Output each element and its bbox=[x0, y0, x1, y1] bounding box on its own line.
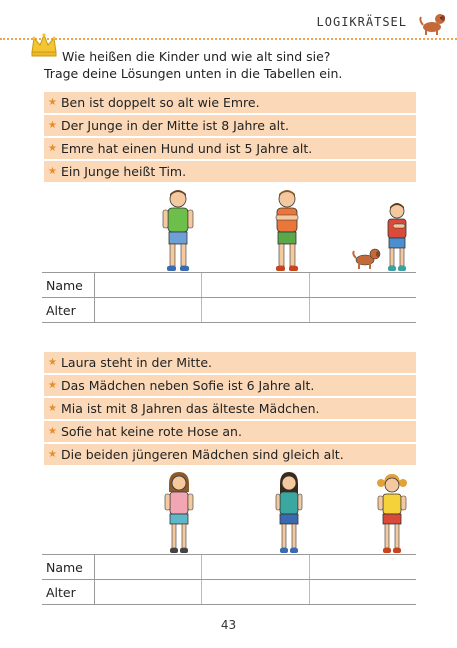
star-icon: ★ bbox=[48, 403, 57, 414]
header-divider bbox=[0, 38, 457, 40]
star-icon: ★ bbox=[48, 449, 57, 460]
clue-item bbox=[44, 375, 416, 396]
clue-text: Ben ist doppelt so alt wie Emre. bbox=[60, 95, 260, 110]
clue-item bbox=[44, 161, 416, 182]
clue-text: Das Mädchen neben Sofie ist 6 Jahre alt. bbox=[60, 378, 315, 393]
clue-text: Ein Junge heißt Tim. bbox=[60, 164, 187, 179]
name-cell[interactable] bbox=[95, 555, 202, 579]
clue-text: Laura steht in der Mitte. bbox=[60, 355, 213, 370]
answer-table-2 bbox=[42, 554, 416, 605]
table-row bbox=[42, 579, 416, 605]
instruction-task: Trage deine Lösungen unten in die Tabellen ein. bbox=[44, 66, 343, 81]
age-cell[interactable] bbox=[310, 580, 416, 604]
row-label-name: Name bbox=[42, 273, 95, 297]
clue-item bbox=[44, 115, 416, 136]
clue-item bbox=[44, 444, 416, 465]
clue-item bbox=[44, 398, 416, 419]
clue-text: Die beiden jüngeren Mädchen sind gleich alt. bbox=[60, 447, 344, 462]
star-icon: ★ bbox=[48, 166, 57, 177]
page-number: 43 bbox=[220, 618, 237, 632]
age-cell[interactable] bbox=[310, 298, 416, 322]
table-row bbox=[42, 554, 416, 579]
answer-table-1 bbox=[42, 272, 416, 323]
boy-illustration bbox=[383, 202, 411, 272]
boy-illustration bbox=[160, 188, 196, 272]
table-row bbox=[42, 297, 416, 323]
star-icon: ★ bbox=[48, 380, 57, 391]
name-cell[interactable] bbox=[310, 555, 416, 579]
age-cell[interactable] bbox=[202, 580, 309, 604]
row-label-age: Alter bbox=[42, 298, 95, 322]
clue-item bbox=[44, 352, 416, 373]
name-cell[interactable] bbox=[95, 273, 202, 297]
dog-icon bbox=[417, 8, 447, 36]
row-label-name: Name bbox=[42, 555, 95, 579]
name-cell[interactable] bbox=[202, 273, 309, 297]
age-cell[interactable] bbox=[95, 580, 202, 604]
clue-text: Sofie hat keine rote Hose an. bbox=[60, 424, 242, 439]
table-row bbox=[42, 272, 416, 297]
girl-illustration bbox=[376, 474, 408, 554]
instructions bbox=[44, 48, 342, 82]
girl-illustration bbox=[162, 472, 196, 554]
clue-list-2 bbox=[44, 352, 416, 467]
section-title: LOGIKRÄTSEL bbox=[316, 15, 407, 29]
star-icon: ★ bbox=[48, 357, 57, 368]
instruction-question: Wie heißen die Kinder und wie alt sind sie? bbox=[62, 49, 331, 64]
boy-illustration bbox=[270, 188, 304, 272]
age-cell[interactable] bbox=[95, 298, 202, 322]
clue-text: Mia ist mit 8 Jahren das älteste Mädchen. bbox=[60, 401, 320, 416]
clue-list-1 bbox=[44, 92, 416, 184]
name-cell[interactable] bbox=[310, 273, 416, 297]
star-icon: ★ bbox=[48, 97, 57, 108]
star-icon: ★ bbox=[48, 143, 57, 154]
name-cell[interactable] bbox=[202, 555, 309, 579]
dog-illustration bbox=[352, 248, 382, 270]
girl-illustration bbox=[274, 472, 304, 554]
row-label-age: Alter bbox=[42, 580, 95, 604]
clue-text: Emre hat einen Hund und ist 5 Jahre alt. bbox=[60, 141, 313, 156]
clue-item bbox=[44, 138, 416, 159]
star-icon: ★ bbox=[48, 426, 57, 437]
clue-item bbox=[44, 92, 416, 113]
star-icon: ★ bbox=[48, 120, 57, 131]
age-cell[interactable] bbox=[202, 298, 309, 322]
clue-text: Der Junge in der Mitte ist 8 Jahre alt. bbox=[60, 118, 289, 133]
clue-item bbox=[44, 421, 416, 442]
